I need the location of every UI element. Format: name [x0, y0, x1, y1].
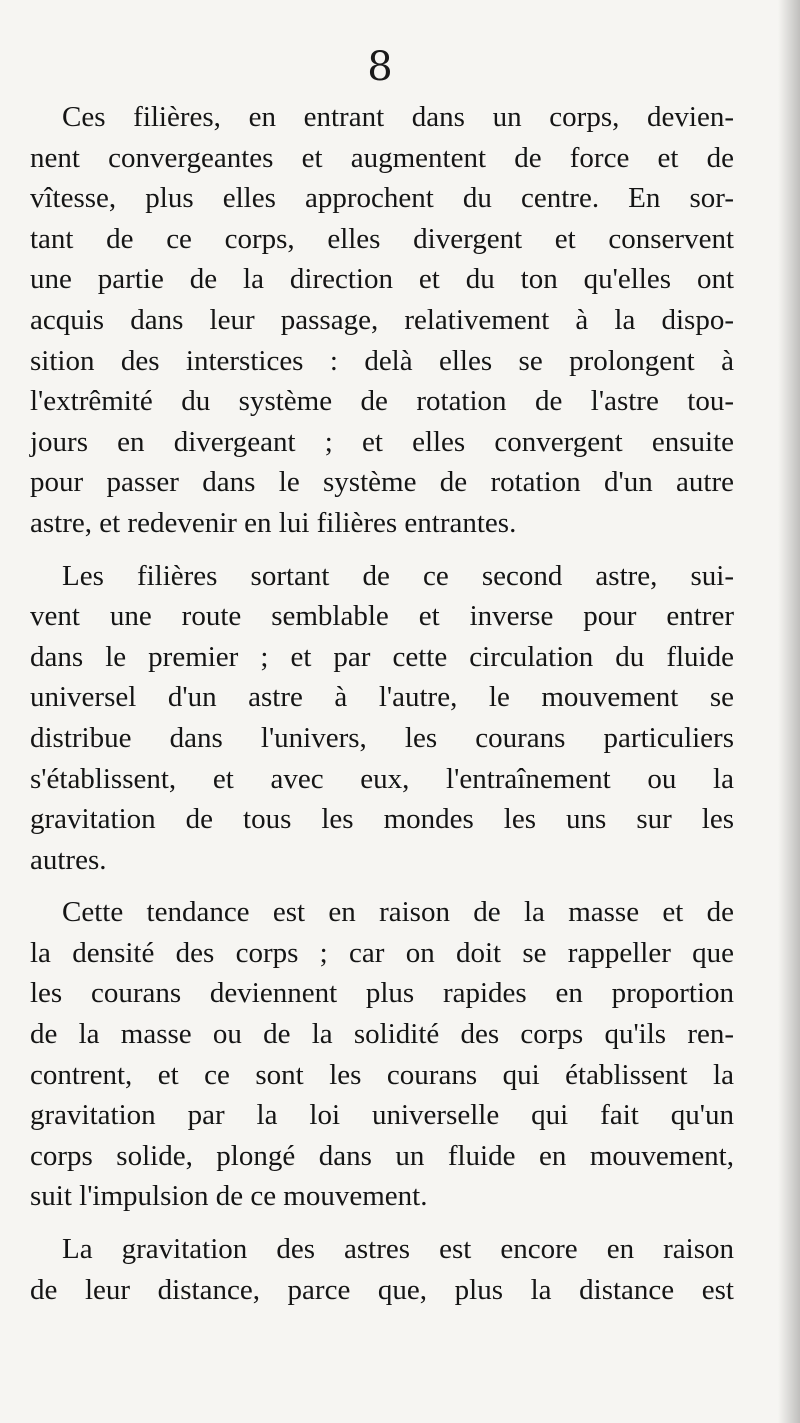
text-line: de la masse ou de la solidité des corps qu'ils ren-: [30, 1018, 734, 1051]
text-line: l'extrêmité du système de rotation de l'astre tou-: [30, 385, 734, 418]
page-edge-shadow: [778, 0, 800, 1423]
text-line: gravitation par la loi universelle qui fait qu'un: [30, 1099, 734, 1132]
text-line: nent convergeantes et augmentent de force et de: [30, 141, 734, 174]
text-line: tant de ce corps, elles divergent et conservent: [30, 222, 734, 255]
text-line: Les filières sortant de ce second astre, sui-: [62, 559, 734, 592]
text-line: jours en divergeant ; et elles convergent ensuite: [30, 425, 734, 458]
body-text: [30, 97, 734, 1322]
text-line: la densité des corps ; car on doit se rappeller que: [30, 936, 734, 969]
text-line: sition des interstices : delà elles se prolongent à: [30, 344, 734, 377]
paragraph-3: [30, 892, 734, 1217]
text-line: autres.: [30, 843, 107, 876]
text-line: Cette tendance est en raison de la masse et de: [62, 896, 734, 929]
text-line: universel d'un astre à l'autre, le mouvement se: [30, 681, 734, 714]
text-line: pour passer dans le système de rotation d'un autre: [30, 466, 734, 499]
text-line: Ces filières, en entrant dans un corps, devien-: [62, 101, 734, 133]
text-line: La gravitation des astres est encore en raison: [62, 1233, 734, 1266]
paragraph-1: [30, 97, 734, 544]
text-line: vent une route semblable et inverse pour entrer: [30, 600, 734, 633]
text-line: corps solide, plongé dans un fluide en mouvement,: [30, 1139, 734, 1172]
text-line: contrent, et ce sont les courans qui établissent la: [30, 1058, 734, 1091]
text-line: s'établissent, et avec eux, l'entraînement ou la: [30, 762, 734, 795]
text-line: de leur distance, parce que, plus la distance est: [30, 1273, 734, 1306]
text-line: dans le premier ; et par cette circulation du fluide: [30, 640, 734, 673]
page-number: 8: [367, 44, 393, 90]
text-line: astre, et redevenir en lui filières entrantes.: [30, 506, 517, 539]
text-line: une partie de la direction et du ton qu'elles ont: [30, 263, 734, 296]
paragraph-2: [30, 556, 734, 881]
text-line: vîtesse, plus elles approchent du centre. En sor-: [30, 182, 734, 215]
text-line: gravitation de tous les mondes les uns sur les: [30, 803, 734, 836]
text-line: acquis dans leur passage, relativement à la dispo-: [30, 303, 734, 336]
text-line: suit l'impulsion de ce mouvement.: [30, 1180, 428, 1213]
text-line: distribue dans l'univers, les courans particuliers: [30, 721, 734, 754]
paragraph-4: [30, 1229, 734, 1310]
text-line: les courans deviennent plus rapides en proportion: [30, 977, 734, 1010]
